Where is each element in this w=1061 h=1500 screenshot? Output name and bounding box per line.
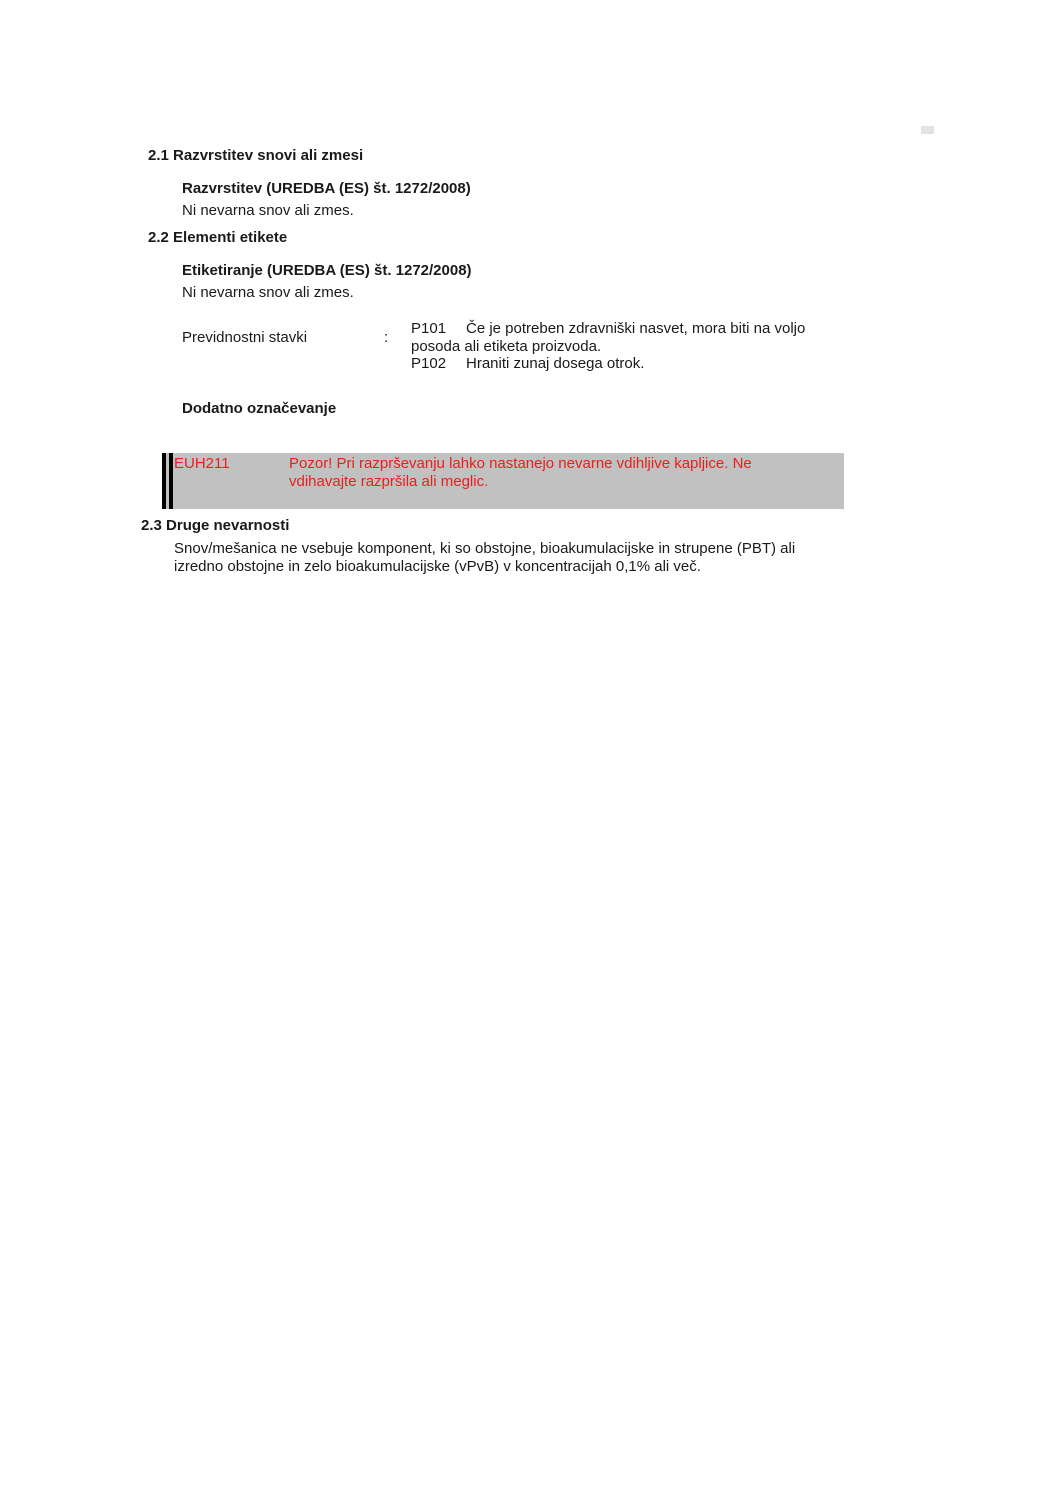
additional-labelling-heading: Dodatno označevanje — [182, 400, 337, 417]
section-2-2-heading: 2.2 Elementi etikete — [148, 229, 288, 246]
euh-text-line2: vdihavajte razpršila ali meglic. — [289, 473, 489, 490]
precautionary-text-p101-line1: Če je potreben zdravniški nasvet, mora biti na voljo — [466, 320, 806, 337]
precautionary-text-p101-line2: posoda ali etiketa proizvoda. — [411, 338, 602, 355]
section-2-2-subheading: Etiketiranje (UREDBA (ES) št. 1272/2008) — [182, 262, 472, 279]
euh-text-line1: Pozor! Pri razprševanju lahko nastanejo nevarne vdihljive kapljice. Ne — [289, 455, 752, 472]
change-bar-left — [162, 453, 166, 509]
section-2-3-heading: 2.3 Druge nevarnosti — [141, 517, 290, 534]
section-2-3-text-line2: izredno obstojne in zelo bioakumulacijske (vPvB) v koncentracijah 0,1% ali več. — [174, 558, 701, 575]
precautionary-label: Previdnostni stavki — [182, 329, 308, 346]
precautionary-separator: : — [384, 329, 389, 346]
section-2-3-text-line1: Snov/mešanica ne vsebuje komponent, ki so obstojne, bioakumulacijske in strupene (PBT) ali — [174, 540, 796, 557]
precautionary-text-p102: Hraniti zunaj dosega otrok. — [466, 355, 645, 372]
section-2-1-subheading: Razvrstitev (UREDBA (ES) št. 1272/2008) — [182, 180, 471, 197]
precautionary-code-p101: P101 — [411, 320, 447, 337]
page-corner-mark — [921, 126, 934, 134]
section-2-1-text: Ni nevarna snov ali zmes. — [182, 202, 354, 219]
section-2-2-text: Ni nevarna snov ali zmes. — [182, 284, 354, 301]
euh-code: EUH211 — [174, 455, 230, 472]
change-bar-right — [169, 453, 173, 509]
precautionary-code-p102: P102 — [411, 355, 447, 372]
section-2-1-heading: 2.1 Razvrstitev snovi ali zmesi — [148, 147, 364, 164]
